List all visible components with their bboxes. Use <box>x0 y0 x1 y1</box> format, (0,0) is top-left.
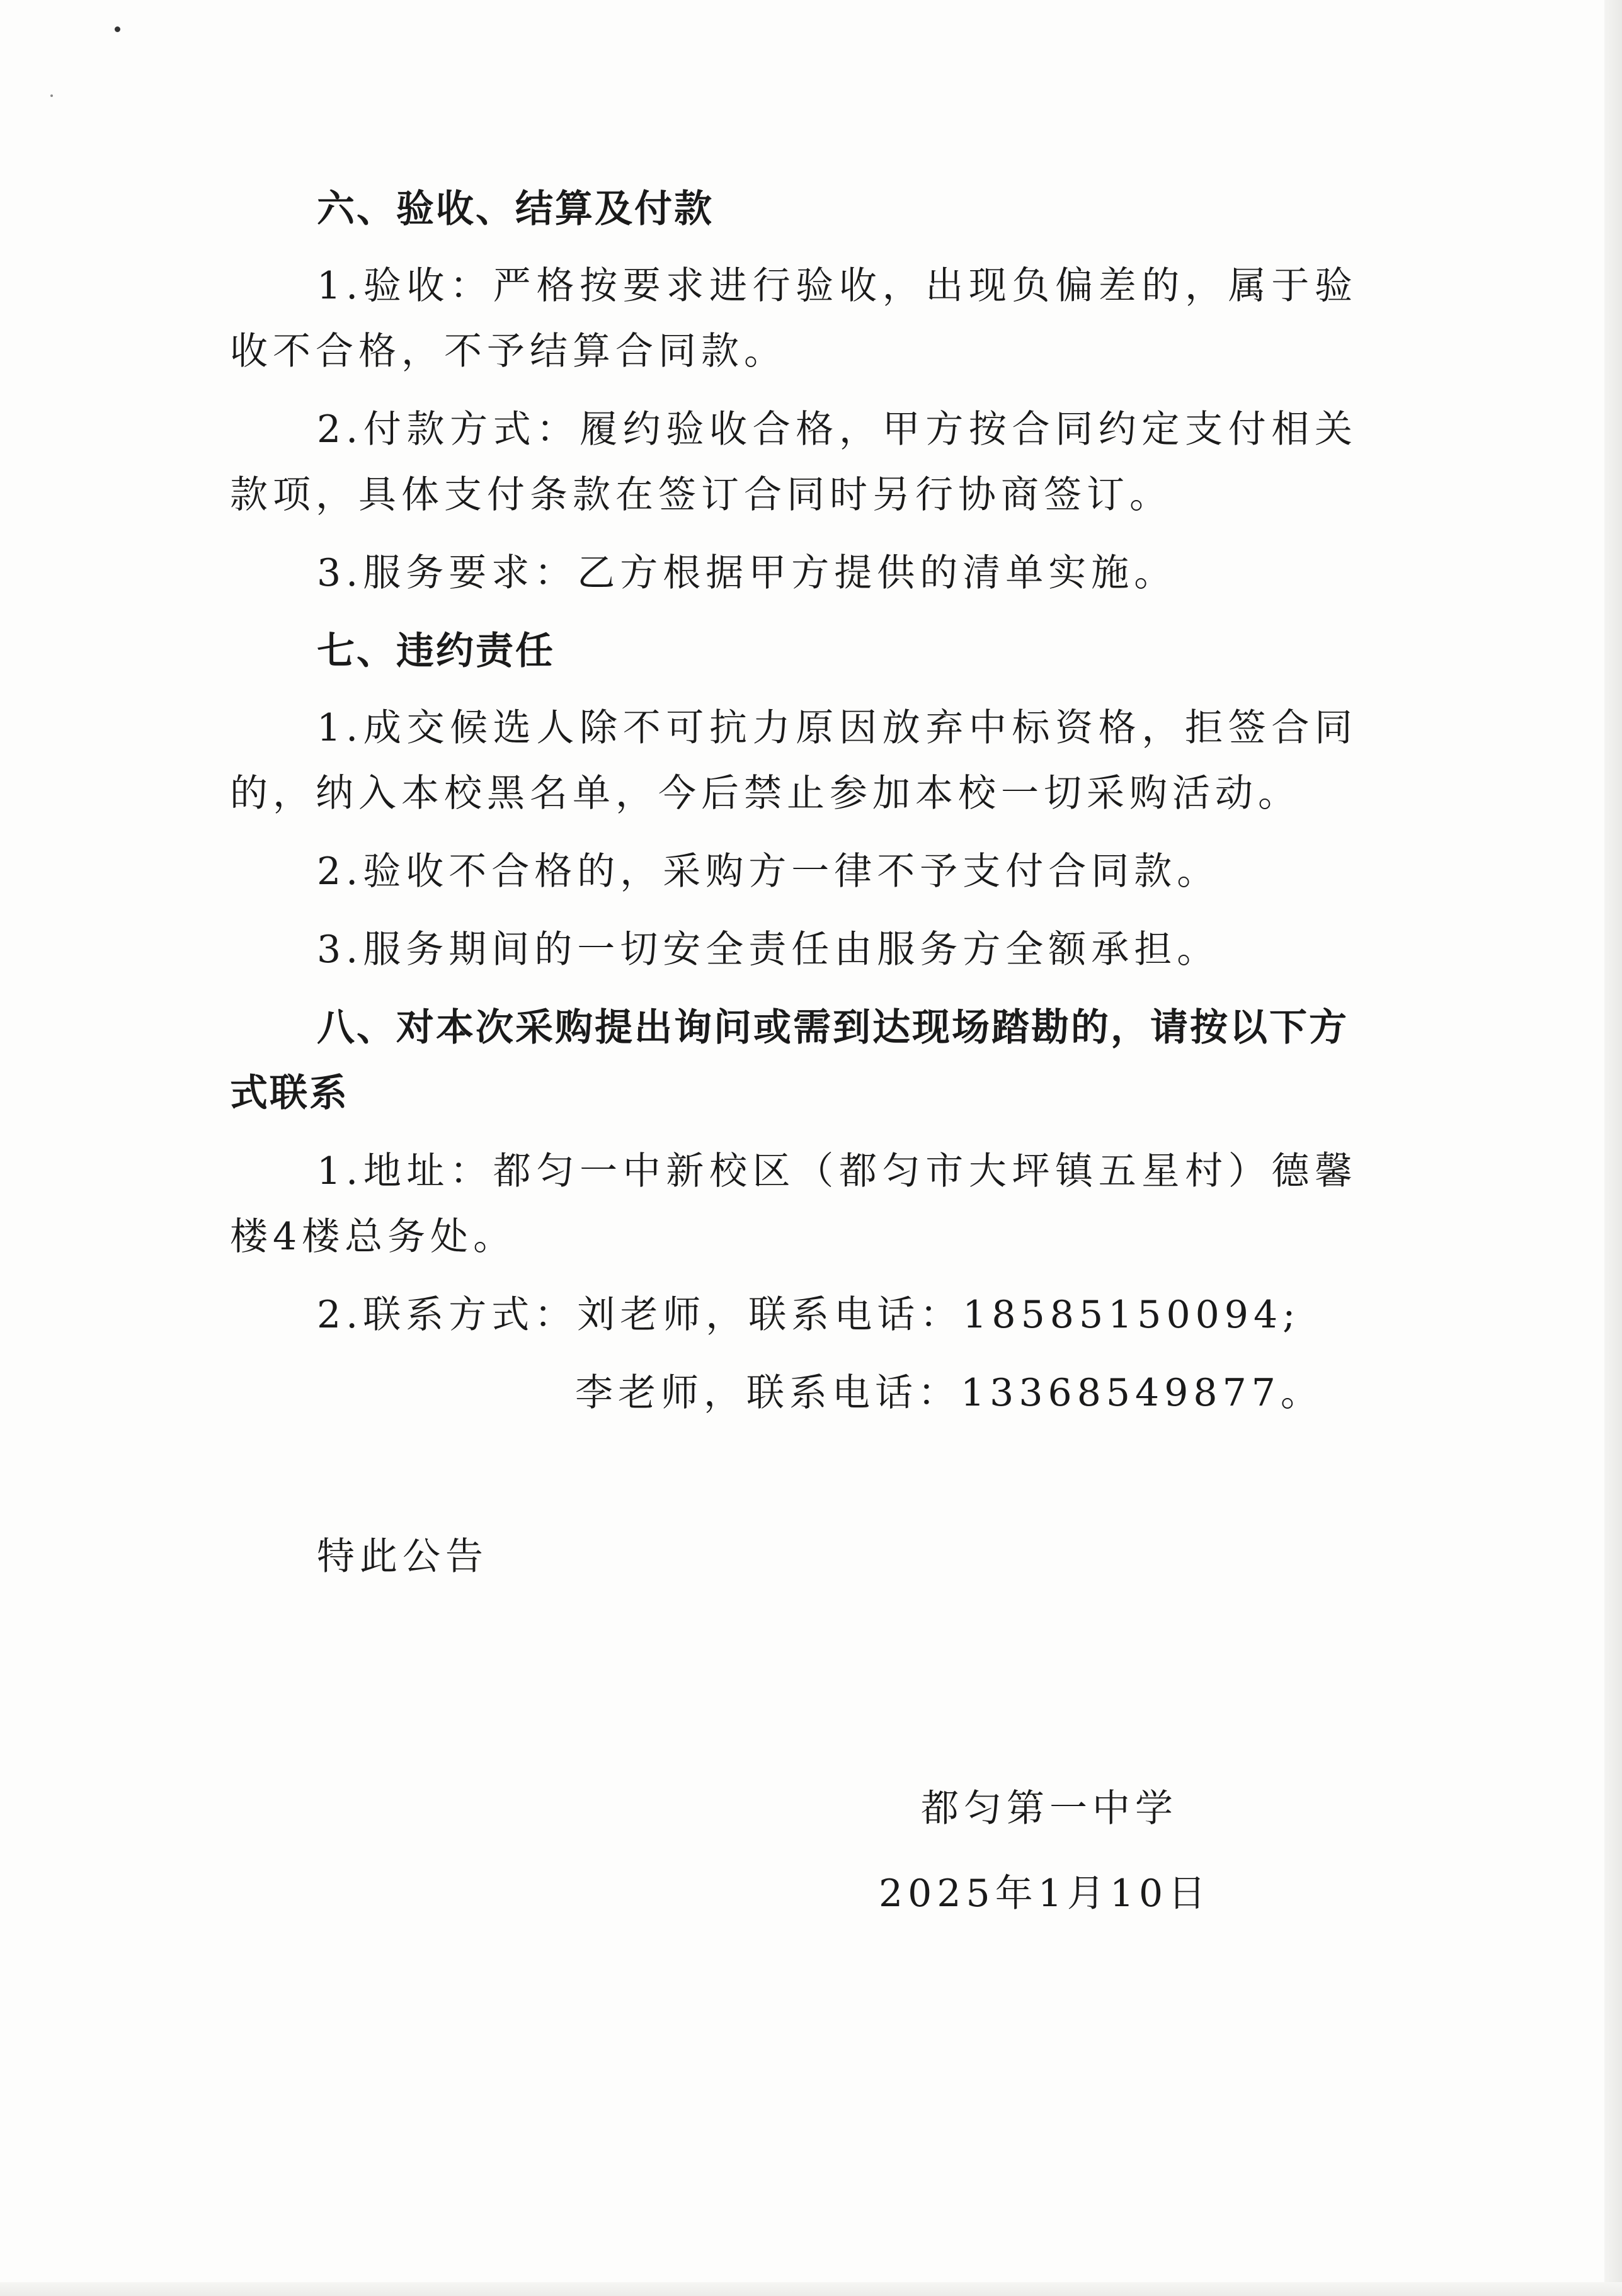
scan-speck <box>50 94 53 97</box>
paragraph-acceptance: 1.验收：严格按要求进行验收，出现负偏差的，属于验收不合格，不予结算合同款。 <box>230 264 1357 373</box>
paragraph-nonpayment: 2.验收不合格的，采购方一律不予支付合同款。 <box>317 850 1220 894</box>
contact-line-li: 李老师，联系电话：13368549877。 <box>575 1371 1323 1415</box>
document-body <box>230 176 1357 1438</box>
paragraph-service-requirement: 3.服务要求：乙方根据甲方提供的清单实施。 <box>317 551 1177 595</box>
closing-remark: 特此公告 <box>317 1535 488 1579</box>
section-heading-acceptance: 六、验收、结算及付款 <box>317 187 714 231</box>
section-heading-liability: 七、违约责任 <box>317 629 555 673</box>
document-date: 2025年1月10日 <box>879 1872 1211 1916</box>
paragraph-blacklist: 1.成交候选人除不可抗力原因放弃中标资格，拒签合同的，纳入本校黑名单，今后禁止参加本校一切采购活动。 <box>230 706 1357 816</box>
paragraph-payment-method: 2.付款方式：履约验收合格，甲方按合同约定支付相关款项，具体支付条款在签订合同时另行协商签订。 <box>230 407 1357 517</box>
scan-speck <box>115 26 120 32</box>
paragraph-safety-liability: 3.服务期间的一切安全责任由服务方全额承担。 <box>317 928 1220 972</box>
contact-line-liu: 2.联系方式：刘老师，联系电话：18585150094; <box>317 1293 1301 1337</box>
paragraph-address: 1.地址：都匀一中新校区（都匀市大坪镇五星村）德馨楼4楼总务处。 <box>230 1149 1357 1259</box>
scan-edge-bottom <box>0 2282 1622 2296</box>
signer-name: 都匀第一中学 <box>921 1787 1178 1831</box>
section-heading-contact: 八、对本次采购提出询问或需到达现场踏勘的，请按以下方式联系 <box>230 1006 1349 1115</box>
scan-edge-right <box>1604 0 1622 2296</box>
